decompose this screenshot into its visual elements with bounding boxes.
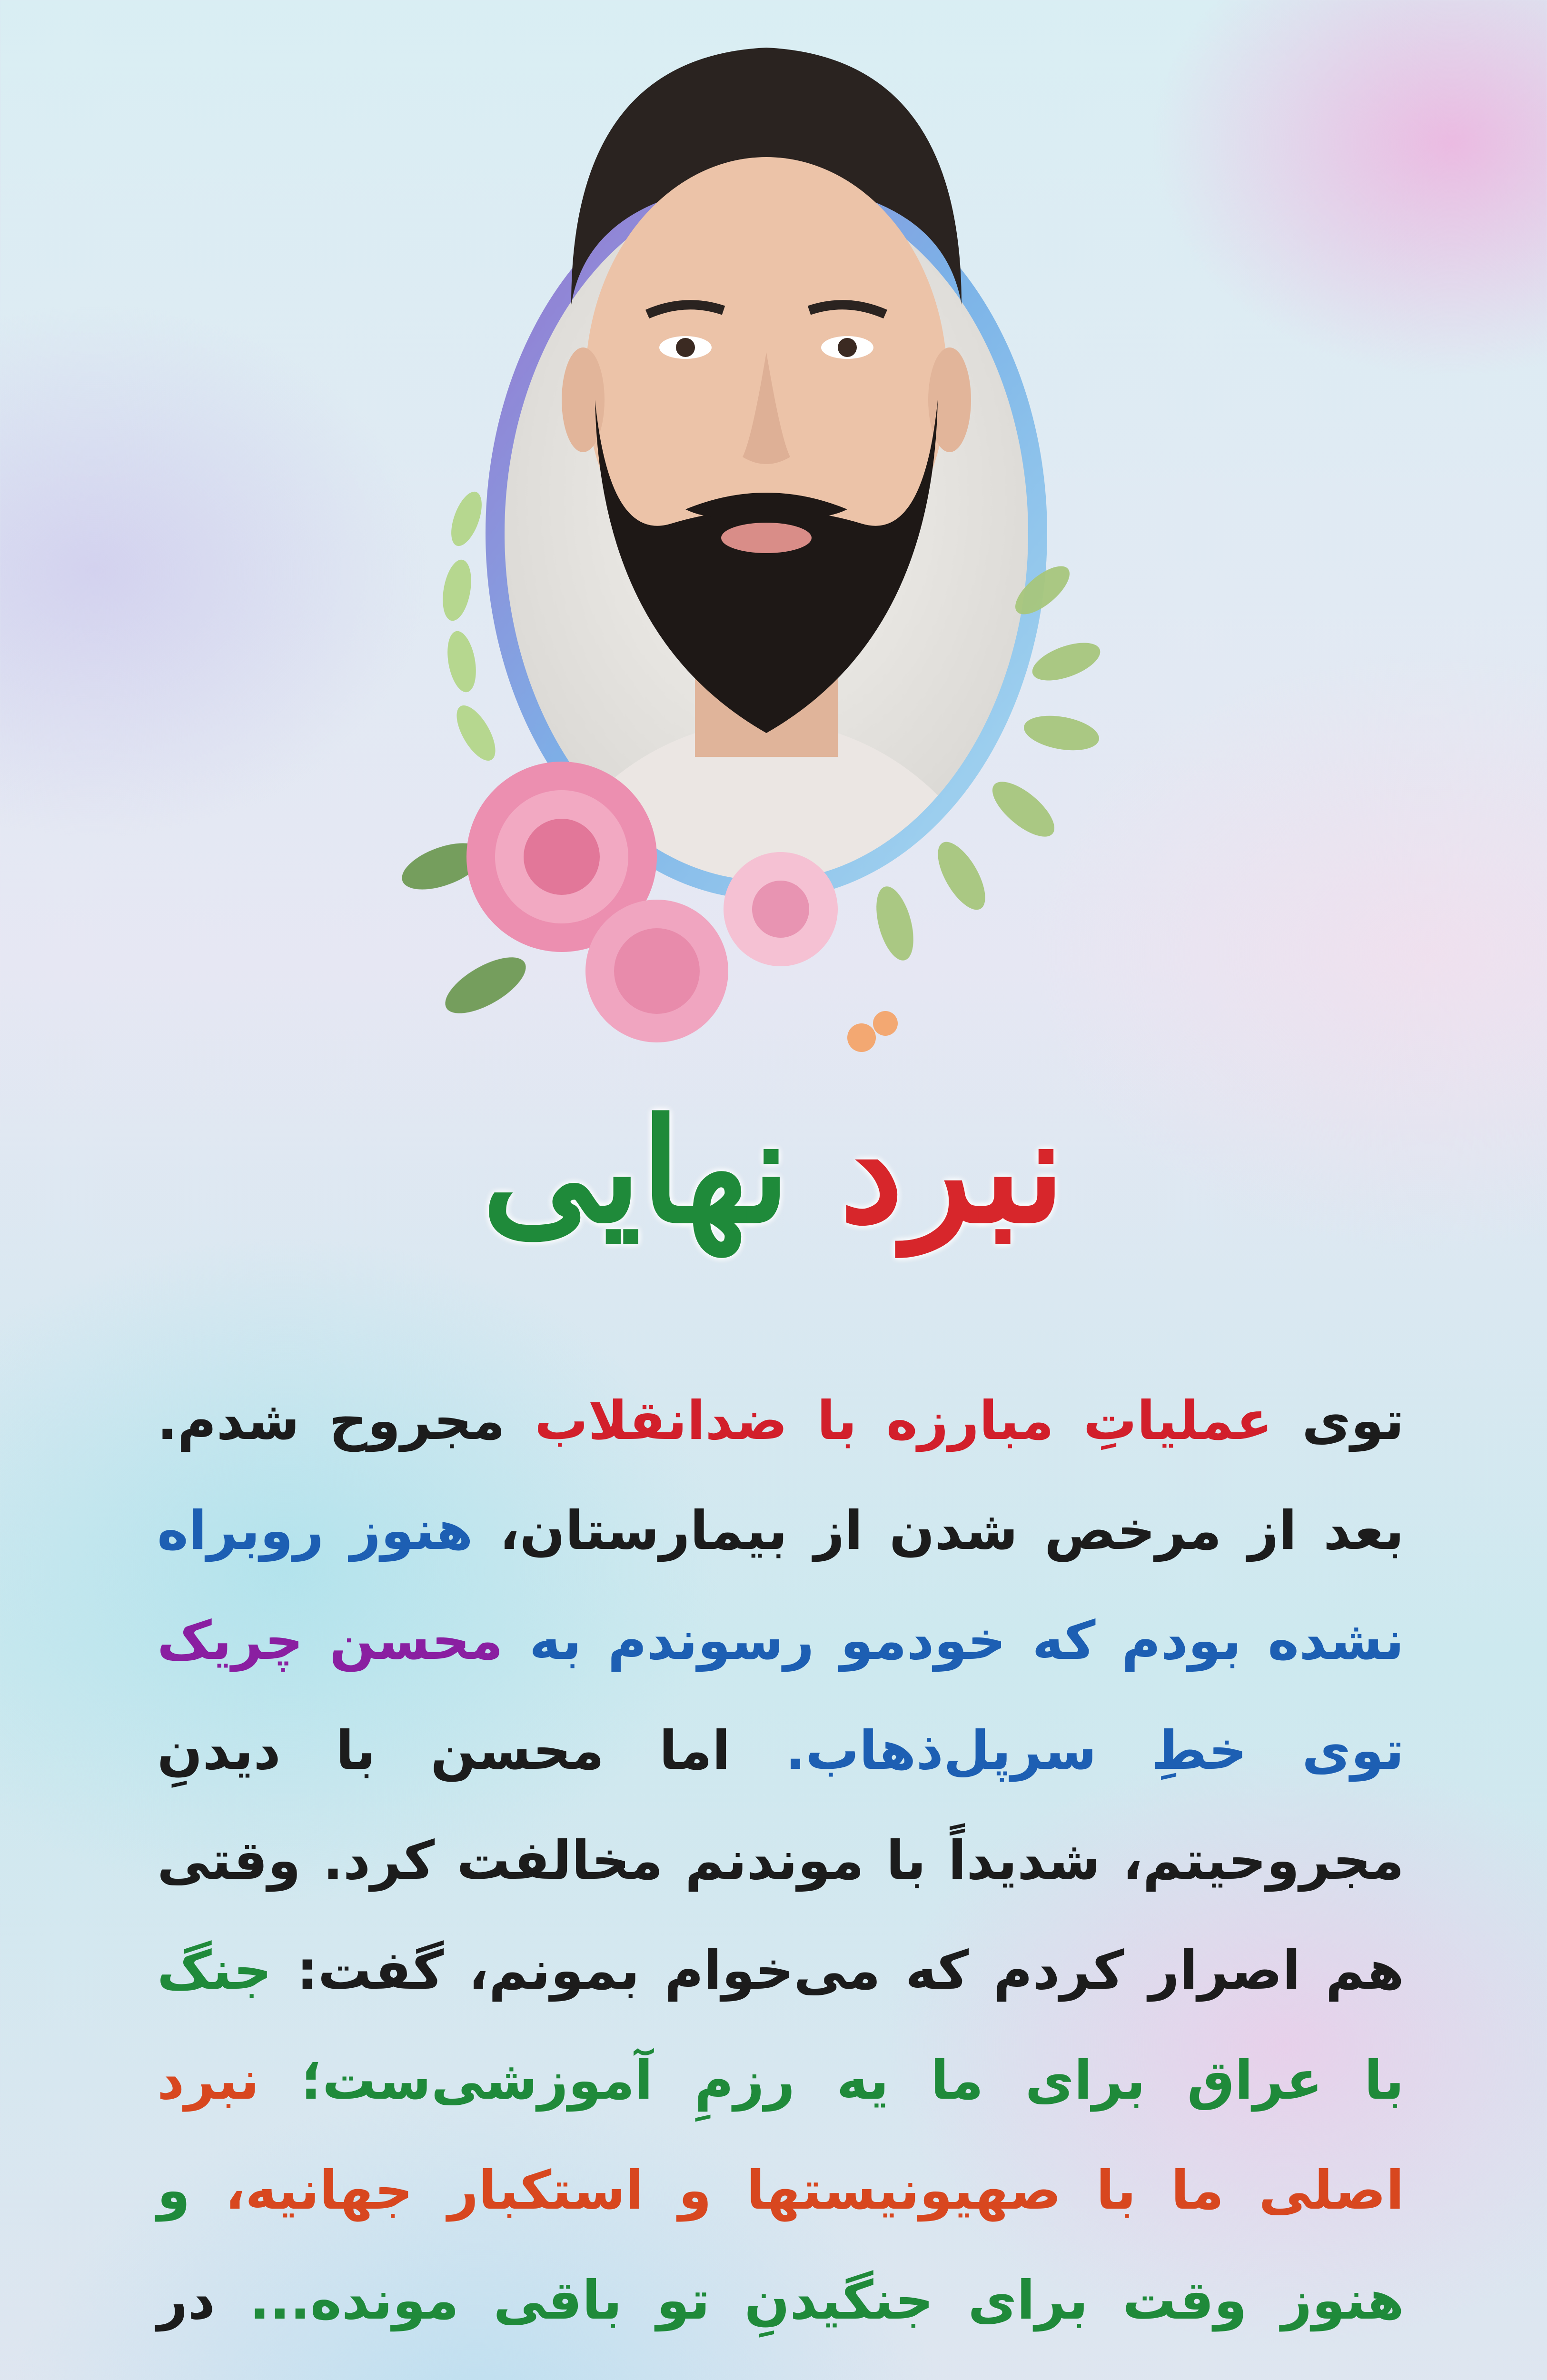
text-segment: مجروح شدم. بعد از مرخص شدن از بیمارستان، [157,1390,1405,1562]
title-word-1: نبرد [840,1087,1065,1255]
text-segment: در [157,2270,215,2331]
text-segment: توی [1272,1390,1404,1452]
highlight-location: توی خطِ سرپل‌ذهاب. [785,1720,1404,1782]
text-segment: اما محسن با دیدنِ مجروحیتم، شدیداً با موندنم مخالفت کرد. وقتی هم اصرار کردم که می‌خوام بمونم، گفت: [157,1720,1404,2002]
highlight-time-left: و هنوز وقت برای جنگیدنِ تو باقی مونده... [157,2160,1405,2331]
highlight-operation: عملیاتِ مبارزه با ضدانقلاب [534,1390,1273,1452]
highlight-main-battle: نبرد اصلی ما با صهیونیستها و استکبار جهانیه، [157,2050,1404,2221]
memoir-paragraph [157,1366,1404,2380]
highlight-not-recovered: هنوز روبراه نشده بودم که خودمو رسوندم به [157,1500,1404,1672]
highlight-war-iraq: جنگ با عراق برای ما یه رزمِ آموزشی‌ست؛ [157,1940,1404,2112]
portrait-frame [390,19,1142,1085]
title-word-2: نهایی [482,1087,790,1255]
highlight-name: محسن چریک [157,1610,503,1672]
page-title [0,1087,1547,1255]
